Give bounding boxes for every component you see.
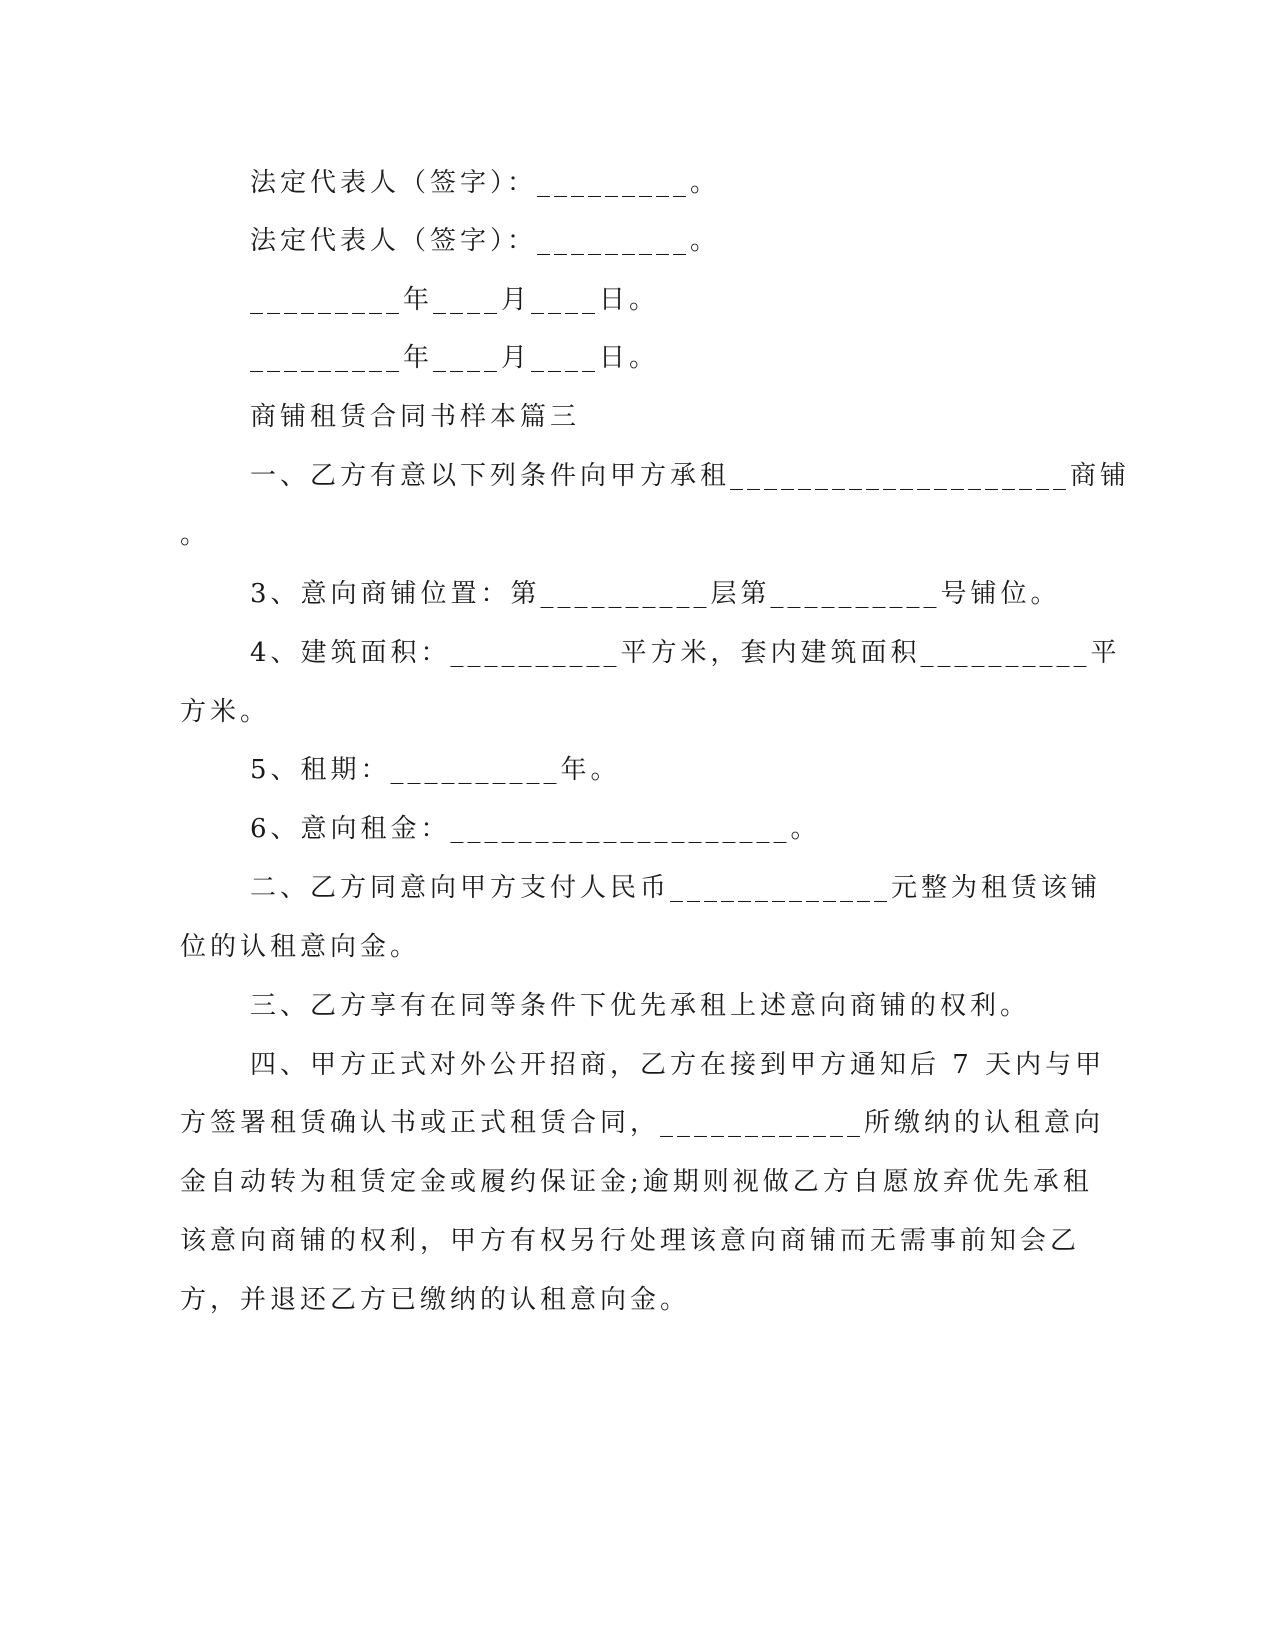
clause-4-line-2: 方签署租赁确认书或正式租赁合同，____________所缴纳的认租意向 [180, 1108, 1105, 1138]
clause-2-line-1: 二、乙方同意向甲方支付人民币_____________元整为租赁该铺 [250, 873, 1102, 903]
section-title: 商铺租赁合同书样本篇三 [250, 402, 581, 432]
item-4-line-2: 方米。 [180, 697, 271, 727]
item-6: 6、意向租金：____________________。 [250, 814, 821, 844]
date-line-2: _________年____月____日。 [250, 343, 660, 373]
item-3: 3、意向商铺位置：第__________层第__________号铺位。 [250, 579, 1061, 609]
clause-1-line-1: 一、乙方有意以下列条件向甲方承租____________________商铺 [250, 461, 1131, 491]
signature-line-1: 法定代表人（签字）：_________。 [250, 168, 721, 198]
clause-4-line-4: 该意向商铺的权利，甲方有权另行处理该意向商铺而无需事前知会乙 [180, 1226, 1081, 1256]
item-4-line-1: 4、建筑面积：__________平方米，套内建筑面积__________平 [250, 638, 1121, 668]
clause-3: 三、乙方享有在同等条件下优先承租上述意向商铺的权利。 [250, 991, 1031, 1021]
clause-4-line-5: 方，并退还乙方已缴纳的认租意向金。 [180, 1285, 691, 1315]
item-5: 5、租期：__________年。 [250, 755, 621, 785]
clause-4-line-3: 金自动转为租赁定金或履约保证金;逾期则视做乙方自愿放弃优先承租 [180, 1167, 1093, 1197]
date-line-1: _________年____月____日。 [250, 285, 660, 315]
signature-line-2: 法定代表人（签字）：_________。 [250, 226, 721, 256]
clause-4-line-1: 四、甲方正式对外公开招商，乙方在接到甲方通知后 7 天内与甲 [250, 1050, 1106, 1080]
clause-1-line-2: 。 [180, 520, 211, 550]
clause-2-line-2: 位的认租意向金。 [180, 932, 421, 962]
